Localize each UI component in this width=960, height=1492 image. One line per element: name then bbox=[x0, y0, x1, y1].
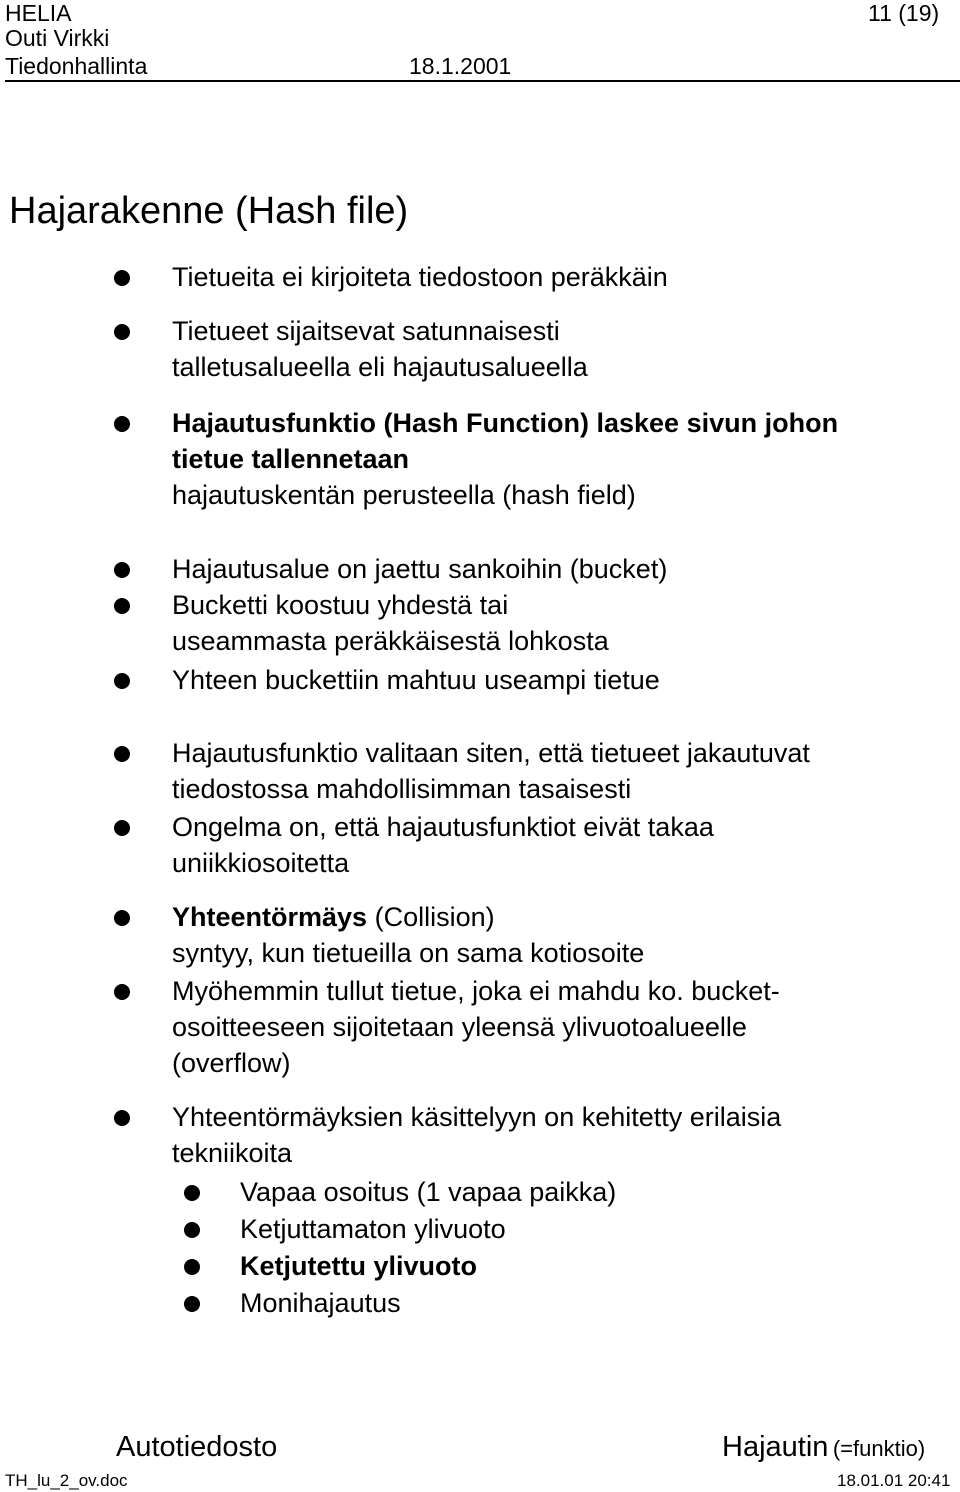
list-item: Ongelma on, että hajautusfunktiot eivät takaa bbox=[172, 812, 714, 842]
header-author: Outi Virkki bbox=[5, 25, 110, 51]
list-item-continuation: tekniikoita bbox=[172, 1138, 293, 1168]
list-item: Hajautusalue on jaettu sankoihin (bucket) bbox=[172, 554, 668, 584]
bullet-icon bbox=[114, 673, 130, 689]
list-item-continuation: osoitteeseen sijoitetaan yleensä ylivuotoalueelle bbox=[172, 1012, 747, 1042]
list-item: Yhteentörmäyksien käsittelyyn on kehitetty erilaisia bbox=[172, 1102, 782, 1132]
footer-timestamp: 18.01.01 20:41 bbox=[837, 1471, 951, 1490]
bullet-icon bbox=[114, 416, 130, 432]
sub-list-item: Vapaa osoitus (1 vapaa paikka) bbox=[240, 1177, 617, 1207]
sub-list-item: Ketjutettu ylivuoto bbox=[240, 1251, 477, 1281]
list-item-continuation: hajautuskentän perusteella (hash field) bbox=[172, 480, 636, 510]
term-collision-translation: (Collision) bbox=[367, 902, 495, 932]
term-collision: Yhteentörmäys bbox=[172, 902, 368, 932]
footer-right-note: (=funktio) bbox=[832, 1436, 926, 1461]
footer-filename: TH_lu_2_ov.doc bbox=[5, 1471, 128, 1490]
list-item: Myöhemmin tullut tietue, joka ei mahdu ko. bucket- bbox=[172, 976, 780, 1006]
list-item: Hajautusfunktio (Hash Function) laskee sivun johon bbox=[172, 408, 839, 438]
bullet-icon bbox=[184, 1296, 200, 1312]
bullet-icon bbox=[184, 1185, 200, 1201]
bullet-icon bbox=[114, 984, 130, 1000]
sub-list-item: Ketjuttamaton ylivuoto bbox=[240, 1214, 506, 1244]
bullet-icon bbox=[114, 270, 130, 286]
header-org: HELIA bbox=[5, 0, 72, 26]
header-course: Tiedonhallinta bbox=[5, 53, 148, 79]
list-item: Tietueita ei kirjoiteta tiedostoon peräkkäin bbox=[172, 262, 668, 292]
list-item-continuation: tiedostossa mahdollisimman tasaisesti bbox=[172, 774, 632, 804]
page-title: Hajarakenne (Hash file) bbox=[9, 190, 409, 232]
list-item-continuation: (overflow) bbox=[172, 1048, 291, 1078]
footer-left-label: Autotiedosto bbox=[116, 1431, 278, 1463]
list-item: Tietueet sijaitsevat satunnaisesti bbox=[172, 316, 560, 346]
bullet-icon bbox=[114, 324, 130, 340]
footer-right-label bbox=[722, 1430, 925, 1464]
bullet-icon bbox=[114, 910, 130, 926]
list-item bbox=[172, 899, 495, 935]
bullet-icon bbox=[184, 1259, 200, 1275]
footer-right-main: Hajautin bbox=[722, 1431, 829, 1463]
list-item-continuation: useammasta peräkkäisestä lohkosta bbox=[172, 626, 609, 656]
list-item-continuation: uniikkiosoitetta bbox=[172, 848, 350, 878]
bullet-icon bbox=[114, 746, 130, 762]
list-item: Hajautusfunktio valitaan siten, että tietueet jakautuvat bbox=[172, 738, 810, 768]
list-item: Bucketti koostuu yhdestä tai bbox=[172, 590, 509, 620]
header-divider bbox=[5, 80, 960, 82]
bullet-icon bbox=[114, 1110, 130, 1126]
list-item: Yhteen buckettiin mahtuu useampi tietue bbox=[172, 665, 660, 695]
sub-list-item: Monihajautus bbox=[240, 1288, 401, 1318]
list-item-continuation: talletusalueella eli hajautusalueella bbox=[172, 352, 588, 382]
bullet-icon bbox=[114, 820, 130, 836]
bullet-icon bbox=[114, 598, 130, 614]
list-item-continuation: syntyy, kun tietueilla on sama kotiosoite bbox=[172, 938, 645, 968]
list-item-continuation: tietue tallennetaan bbox=[172, 444, 410, 474]
bullet-icon bbox=[114, 562, 130, 578]
bullet-icon bbox=[184, 1222, 200, 1238]
header-page-number: 11 (19) bbox=[868, 0, 940, 26]
header-date: 18.1.2001 bbox=[409, 53, 512, 79]
